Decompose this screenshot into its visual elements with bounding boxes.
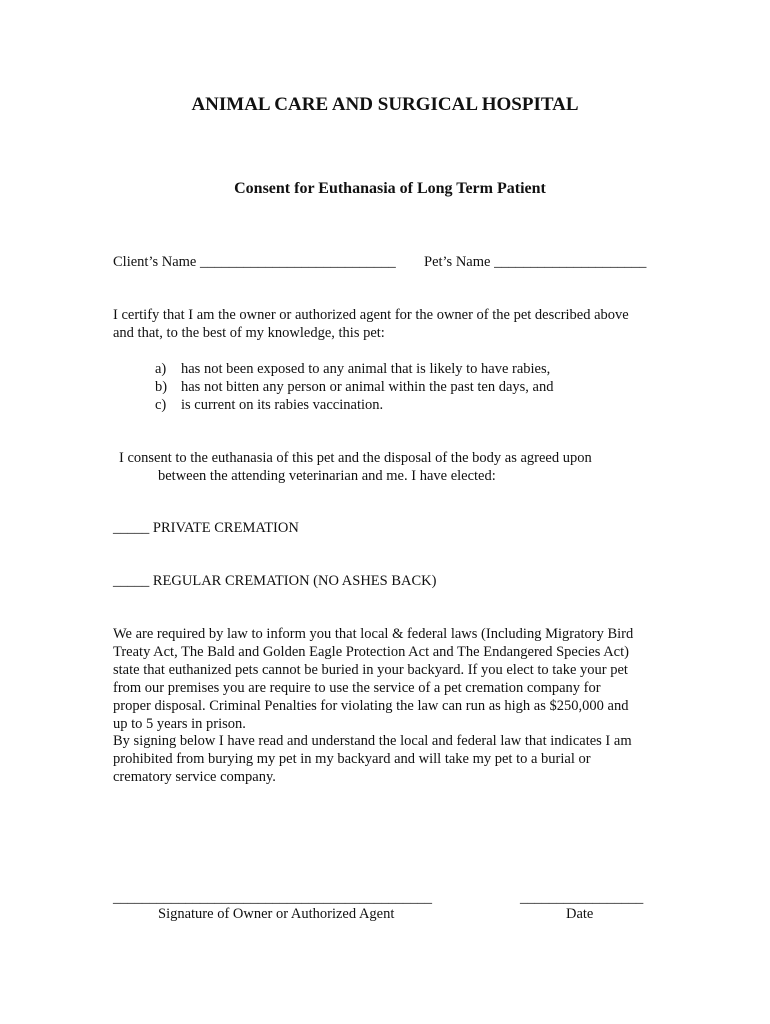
regular-cremation-option[interactable]: _____ REGULAR CREMATION (NO ASHES BACK) (113, 573, 437, 589)
list-item (155, 360, 554, 378)
law-notice-line: state that euthanized pets cannot be buried in your backyard. If you elect to take your pet (113, 661, 628, 678)
form-title: Consent for Euthanasia of Long Term Patient (234, 180, 546, 197)
list-item (155, 396, 554, 414)
law-notice-line: By signing below I have read and understand the local and federal law that indicates I am (113, 733, 632, 750)
private-cremation-option[interactable]: _____ PRIVATE CREMATION (113, 520, 299, 536)
consent-line-2: between the attending veterinarian and me. I have elected: (158, 468, 496, 484)
pet-name-field[interactable]: Pet’s Name _____________________ (424, 254, 647, 270)
law-notice-line: up to 5 years in prison. (113, 715, 246, 732)
list-item-text: is current on its rabies vaccination. (181, 397, 384, 413)
signature-label: Signature of Owner or Authorized Agent (158, 906, 395, 922)
certify-line-1: I certify that I am the owner or authorized agent for the owner of the pet described above (113, 307, 629, 323)
law-notice-line: from our premises you are require to use the service of a pet cremation company for (113, 679, 601, 696)
law-notice-line: We are required by law to inform you that local & federal laws (Including Migratory Bird (113, 626, 634, 642)
law-notice (113, 626, 673, 787)
date-label: Date (566, 906, 594, 922)
law-notice-line: prohibited from burying my pet in my backyard and will take my pet to a burial or (113, 751, 591, 768)
law-notice-line: crematory service company. (113, 769, 276, 786)
law-notice-line: Treaty Act, The Bald and Golden Eagle Protection Act and The Endangered Species Act) (113, 643, 629, 660)
certify-line-2: and that, to the best of my knowledge, this pet: (113, 325, 385, 341)
client-name-field[interactable]: Client’s Name ___________________________ (113, 254, 396, 270)
list-marker: a) (155, 361, 167, 377)
list-marker: c) (155, 397, 167, 413)
rabies-conditions-list (155, 360, 554, 414)
hospital-title: ANIMAL CARE AND SURGICAL HOSPITAL (191, 94, 579, 115)
signature-line[interactable]: ____________________________________________ (113, 890, 432, 906)
date-line[interactable]: _________________ (520, 890, 644, 906)
list-marker: b) (155, 379, 168, 395)
list-item-text: has not bitten any person or animal within the past ten days, and (181, 379, 554, 395)
list-item (155, 378, 554, 396)
consent-line-1: I consent to the euthanasia of this pet and the disposal of the body as agreed upon (119, 450, 592, 466)
list-item-text: has not been exposed to any animal that is likely to have rabies, (181, 361, 551, 377)
law-notice-line: proper disposal. Criminal Penalties for violating the law can run as high as $250,000 and (113, 697, 629, 714)
